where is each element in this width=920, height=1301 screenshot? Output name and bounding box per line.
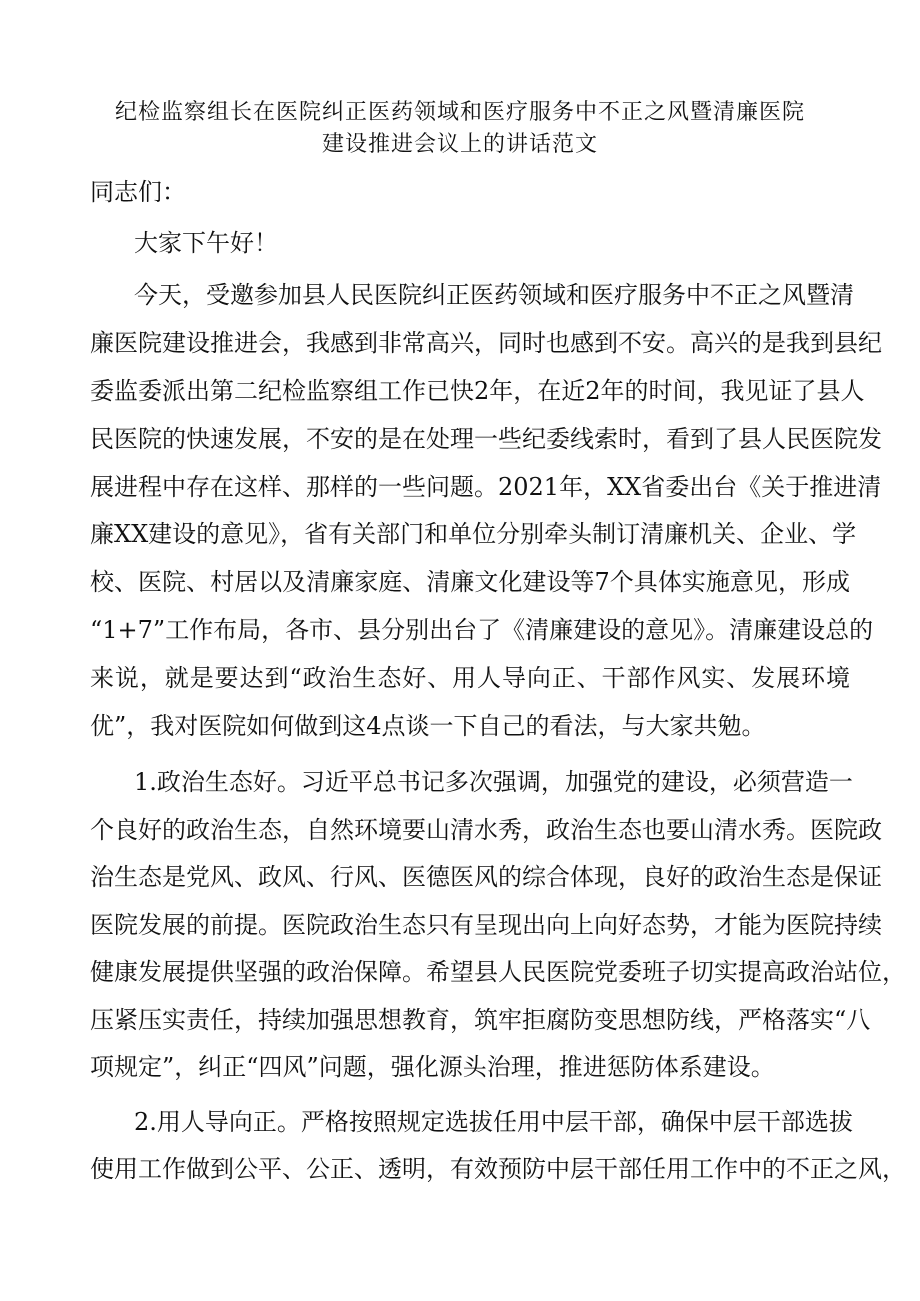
- paragraph-1-line: 委监委派出第二纪检监察组工作已快2年，在近2年的时间，我见证了县人: [90, 377, 865, 405]
- document-title-line-1: 纪检监察组长在医院纠正医药领域和医疗服务中不正之风暨清廉医院: [114, 100, 805, 125]
- paragraph-1-line: 校、医院、村居以及清廉家庭、清廉文化建设等7个具体实施意见，形成: [90, 568, 850, 596]
- greeting: 大家下午好！: [134, 229, 278, 257]
- paragraph-3-line: 2.用人导向正。严格按照规定选拔任用中层干部，确保中层干部选拔: [134, 1108, 853, 1136]
- paragraph-1-line: 优”，我对医院如何做到这4点谈一下自己的看法，与大家共勉。: [90, 712, 766, 740]
- paragraph-2-line: 1.政治生态好。习近平总书记多次强调，加强党的建设，必须营造一: [134, 768, 853, 796]
- paragraph-2-line: 项规定”，纠正“四风”问题，强化源头治理，推进惩防体系建设。: [90, 1053, 775, 1081]
- paragraph-1-line: 廉医院建设推进会，我感到非常高兴，同时也感到不安。高兴的是我到县纪: [90, 329, 882, 357]
- paragraph-1-line: “1+7”工作布局，各市、县分别出台了《清廉建设的意见》。清廉建设总的: [90, 616, 874, 644]
- paragraph-2-line: 治生态是党风、政风、行风、医德医风的综合体现，良好的政治生态是保证: [90, 863, 882, 891]
- paragraph-1-line: 展进程中存在这样、那样的一些问题。2021年，XX省委出台《关于推进清: [90, 473, 882, 501]
- paragraph-3-line: 使用工作做到公平、公正、透明，有效预防中层干部任用工作中的不正之风，: [90, 1155, 906, 1183]
- paragraph-1-line: 来说，就是要达到“政治生态好、用人导向正、干部作风实、发展环境: [90, 664, 850, 692]
- paragraph-2-line: 医院发展的前提。医院政治生态只有呈现出向上向好态势，才能为医院持续: [90, 911, 882, 939]
- paragraph-2-line: 个良好的政治生态，自然环境要山清水秀，政治生态也要山清水秀。医院政: [90, 816, 882, 844]
- paragraph-1-line: 今天，受邀参加县人民医院纠正医药领域和医疗服务中不正之风暨清: [134, 281, 854, 309]
- paragraph-2-line: 压紧压实责任，持续加强思想教育，筑牢拒腐防变思想防线，严格落实“八: [90, 1006, 871, 1034]
- paragraph-1-line: 廉XX建设的意见》，省有关部门和单位分别牵头制订清廉机关、企业、学: [90, 520, 857, 548]
- salutation: 同志们：: [90, 178, 186, 206]
- paragraph-2-line: 健康发展提供坚强的政治保障。希望县人民医院党委班子切实提高政治站位，: [90, 958, 906, 986]
- paragraph-1-line: 民医院的快速发展，不安的是在处理一些纪委线索时，看到了县人民医院发: [90, 425, 882, 453]
- document-title-line-2: 建设推进会议上的讲话范文: [321, 132, 598, 157]
